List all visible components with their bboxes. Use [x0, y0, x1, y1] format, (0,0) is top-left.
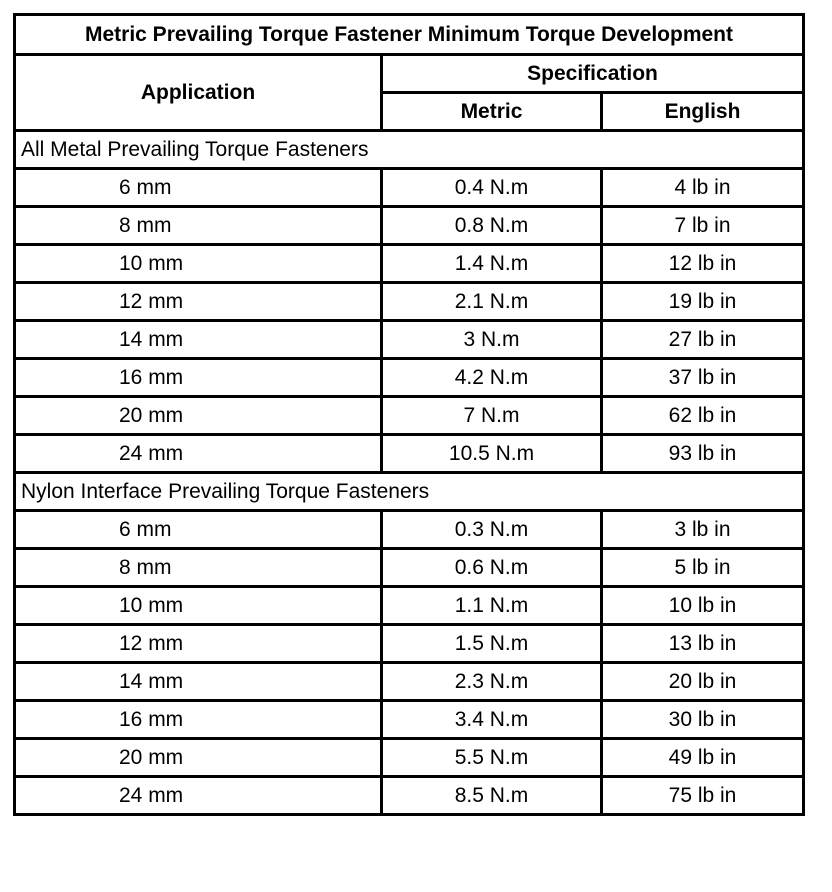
english-cell: 19 lb in: [602, 283, 804, 321]
torque-spec-table: [13, 13, 805, 816]
table-row: [15, 777, 804, 815]
application-cell: 12 mm: [15, 625, 382, 663]
application-cell: 8 mm: [15, 549, 382, 587]
table-row: [15, 701, 804, 739]
metric-cell: 1.4 N.m: [382, 245, 602, 283]
section-row: [15, 473, 804, 511]
section-label: All Metal Prevailing Torque Fasteners: [15, 131, 804, 169]
table-row: [15, 587, 804, 625]
english-cell: 13 lb in: [602, 625, 804, 663]
application-cell: 16 mm: [15, 359, 382, 397]
metric-cell: 0.8 N.m: [382, 207, 602, 245]
english-cell: 62 lb in: [602, 397, 804, 435]
table-row: [15, 207, 804, 245]
metric-cell: 3.4 N.m: [382, 701, 602, 739]
table-body: [15, 131, 804, 815]
metric-cell: 5.5 N.m: [382, 739, 602, 777]
application-cell: 12 mm: [15, 283, 382, 321]
english-cell: 5 lb in: [602, 549, 804, 587]
application-cell: 14 mm: [15, 663, 382, 701]
table-row: [15, 511, 804, 549]
table-row: [15, 549, 804, 587]
metric-cell: 2.1 N.m: [382, 283, 602, 321]
table-row: [15, 359, 804, 397]
metric-cell: 3 N.m: [382, 321, 602, 359]
english-cell: 7 lb in: [602, 207, 804, 245]
table-row: [15, 625, 804, 663]
english-cell: 12 lb in: [602, 245, 804, 283]
english-cell: 27 lb in: [602, 321, 804, 359]
application-cell: 24 mm: [15, 777, 382, 815]
header-row-1: [15, 55, 804, 93]
english-cell: 30 lb in: [602, 701, 804, 739]
metric-cell: 4.2 N.m: [382, 359, 602, 397]
application-cell: 10 mm: [15, 587, 382, 625]
table-row: [15, 397, 804, 435]
metric-cell: 1.1 N.m: [382, 587, 602, 625]
section-label: Nylon Interface Prevailing Torque Fasteners: [15, 473, 804, 511]
table-row: [15, 739, 804, 777]
english-cell: 3 lb in: [602, 511, 804, 549]
metric-cell: 0.6 N.m: [382, 549, 602, 587]
english-cell: 37 lb in: [602, 359, 804, 397]
application-cell: 6 mm: [15, 511, 382, 549]
application-cell: 20 mm: [15, 739, 382, 777]
application-cell: 10 mm: [15, 245, 382, 283]
application-cell: 6 mm: [15, 169, 382, 207]
table-row: [15, 435, 804, 473]
specification-header: Specification: [382, 55, 804, 93]
english-cell: 93 lb in: [602, 435, 804, 473]
section-row: [15, 131, 804, 169]
english-cell: 4 lb in: [602, 169, 804, 207]
english-cell: 20 lb in: [602, 663, 804, 701]
table-row: [15, 169, 804, 207]
metric-header: Metric: [382, 93, 602, 131]
table-title: Metric Prevailing Torque Fastener Minimum Torque Development: [15, 15, 804, 55]
title-row: [15, 15, 804, 55]
application-cell: 14 mm: [15, 321, 382, 359]
english-cell: 75 lb in: [602, 777, 804, 815]
metric-cell: 1.5 N.m: [382, 625, 602, 663]
application-header: Application: [15, 55, 382, 131]
table-row: [15, 321, 804, 359]
application-cell: 24 mm: [15, 435, 382, 473]
application-cell: 16 mm: [15, 701, 382, 739]
metric-cell: 7 N.m: [382, 397, 602, 435]
metric-cell: 0.3 N.m: [382, 511, 602, 549]
english-cell: 49 lb in: [602, 739, 804, 777]
table-row: [15, 245, 804, 283]
metric-cell: 10.5 N.m: [382, 435, 602, 473]
application-cell: 20 mm: [15, 397, 382, 435]
table-row: [15, 663, 804, 701]
application-cell: 8 mm: [15, 207, 382, 245]
metric-cell: 2.3 N.m: [382, 663, 602, 701]
metric-cell: 8.5 N.m: [382, 777, 602, 815]
metric-cell: 0.4 N.m: [382, 169, 602, 207]
english-header: English: [602, 93, 804, 131]
table-row: [15, 283, 804, 321]
english-cell: 10 lb in: [602, 587, 804, 625]
